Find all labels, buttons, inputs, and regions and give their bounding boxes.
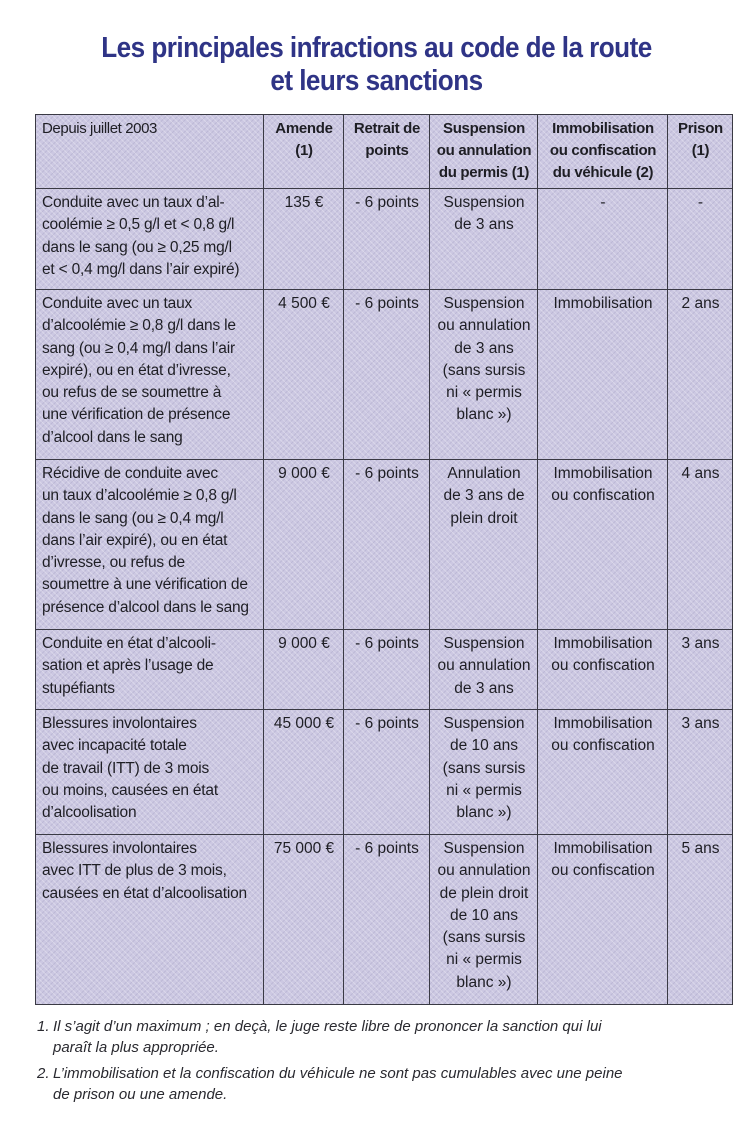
immobilisation-line: ou confiscation [551,862,655,880]
infraction-line: un taux d’alcoolémie ≥ 0,8 g/l [42,487,237,505]
header-line: du véhicule (2) [552,164,654,181]
table-header-row [36,115,733,189]
footnote-2 [37,1063,732,1105]
cell-prison: - [668,189,733,290]
footnote-number: 1. [37,1018,50,1035]
table-body [36,189,733,1005]
cell-infraction [36,630,264,710]
cell-amende: 4 500 € [264,290,344,460]
cell-immobilisation [538,460,668,630]
title-line-2: et leurs sanctions [270,65,483,97]
cell-immobilisation [538,710,668,835]
cell-prison: 3 ans [668,630,733,710]
cell-infraction [36,189,264,290]
cell-suspension [430,630,538,710]
table-row [36,460,733,630]
infraction-line: sang (ou ≥ 0,4 mg/l dans l’air [42,339,235,357]
suspension-line: ni « permis [446,951,522,969]
suspension-line: ou annulation [437,657,531,675]
footnote-line: paraît la plus appropriée. [53,1039,219,1056]
cell-amende: 9 000 € [264,630,344,710]
suspension-line: ni « permis [446,384,522,402]
footnote-number: 2. [37,1065,50,1082]
cell-suspension [430,460,538,630]
table-row [36,189,733,290]
suspension-line: Suspension [443,295,525,312]
cell-prison: 5 ans [668,835,733,1005]
infraction-line: causées en état d’alcoolisation [42,884,247,902]
cell-points: - 6 points [344,630,430,710]
infraction-line: ou refus de se soumettre à [42,384,222,402]
suspension-line: de 3 ans [454,216,514,234]
immobilisation-line: ou confiscation [551,737,655,755]
header-line: Prison [678,120,723,137]
suspension-line: de 10 ans [449,737,519,755]
infraction-line: avec incapacité totale [42,737,187,755]
immobilisation-line: ou confiscation [551,657,655,675]
cell-points: - 6 points [344,290,430,460]
cell-amende: 9 000 € [264,460,344,630]
header-line: (1) [691,142,710,159]
cell-points: - 6 points [344,460,430,630]
cell-prison: 3 ans [668,710,733,835]
cell-points: - 6 points [344,835,430,1005]
infraction-line: d’alcool dans le sang [42,428,183,446]
footnote-1 [37,1016,732,1058]
suspension-line: Suspension [443,840,525,857]
suspension-line: (sans sursis [442,361,526,379]
cell-immobilisation [538,290,668,460]
infraction-line: Récidive de conduite avec [42,465,218,482]
title-line-1: Les principales infractions au code de la route [101,32,652,64]
suspension-line: Suspension [443,635,525,652]
suspension-line: blanc ») [456,804,512,822]
suspension-line: de plein droit [439,884,529,902]
cell-infraction [36,710,264,835]
header-line: ou confiscation [549,142,657,159]
sanctions-table [35,114,733,1005]
cell-suspension [430,189,538,290]
suspension-line: ni « permis [446,781,522,799]
cell-suspension [430,835,538,1005]
suspension-line: (sans sursis [442,759,526,777]
suspension-line: ou annulation [437,862,531,880]
header-prison [668,115,733,189]
suspension-line: de 3 ans de [443,487,525,505]
suspension-line: Annulation [447,465,521,482]
cell-prison: 4 ans [668,460,733,630]
suspension-line: plein droit [450,509,518,527]
header-line: Retrait de [353,120,421,137]
cell-immobilisation [538,189,668,290]
cell-amende: 45 000 € [264,710,344,835]
footnote-text [53,1063,732,1105]
cell-points: - 6 points [344,189,430,290]
cell-points: - 6 points [344,710,430,835]
table-row [36,835,733,1005]
cell-amende: 135 € [264,189,344,290]
suspension-line: de 10 ans [449,906,519,924]
cell-infraction [36,290,264,460]
infraction-line: Conduite en état d’alcooli- [42,635,216,652]
table-row [36,710,733,835]
cell-immobilisation [538,835,668,1005]
header-depuis [36,115,264,189]
immobilisation-line: Immobilisation [553,465,653,482]
suspension-line: de 3 ans [454,679,514,697]
infraction-line: soumettre à une vérification de [42,576,248,594]
immobilisation-line: Immobilisation [553,840,653,857]
immobilisation-line: Immobilisation [553,715,653,732]
suspension-line: ou annulation [437,317,531,335]
footnote-line: L’immobilisation et la confiscation du véhicule ne sont pas cumulables avec une peine [53,1065,623,1082]
cell-amende: 75 000 € [264,835,344,1005]
suspension-line: Suspension [443,715,525,732]
infraction-line: une vérification de présence [42,406,231,424]
header-line: (1) [295,142,313,159]
infraction-line: d’alcoolémie ≥ 0,8 g/l dans le [42,317,236,335]
header-line: Depuis juillet 2003 [42,120,157,137]
suspension-line: blanc ») [456,973,512,991]
infraction-line: et < 0,4 mg/l dans l’air expiré) [42,260,240,278]
infraction-line: ou moins, causées en état [42,781,218,799]
header-line: du permis (1) [438,164,530,181]
infraction-line: Blessures involontaires [42,840,197,857]
immobilisation-line: ou confiscation [551,487,655,505]
infraction-line: stupéfiants [42,679,115,697]
cell-infraction [36,460,264,630]
immobilisation-line: Immobilisation [553,635,653,652]
footnote-line: Il s’agit d’un maximum ; en deçà, le juge reste libre de prononcer la sanction qui lui [53,1018,602,1035]
header-line: Amende [275,120,333,137]
cell-prison: 2 ans [668,290,733,460]
infraction-line: avec ITT de plus de 3 mois, [42,862,227,880]
header-suspension [430,115,538,189]
suspension-line: Suspension [443,194,525,211]
infraction-line: Conduite avec un taux [42,295,193,312]
infraction-line: dans le sang (ou ≥ 0,25 mg/l [42,238,232,256]
page-title [38,32,716,98]
infraction-line: dans le sang (ou ≥ 0,4 mg/l [42,509,224,527]
footnote-line: de prison ou une amende. [53,1086,228,1103]
infraction-line: de travail (ITT) de 3 mois [42,759,210,777]
cell-suspension [430,710,538,835]
suspension-line: de 3 ans [454,339,514,357]
infraction-line: dans l’air expiré), ou en état [42,531,228,549]
infraction-line: d’ivresse, ou refus de [42,554,185,572]
suspension-line: (sans sursis [442,929,526,947]
infraction-line: coolémie ≥ 0,5 g/l et < 0,8 g/l [42,216,235,234]
suspension-line: blanc ») [456,406,512,424]
infraction-line: Blessures involontaires [42,715,197,732]
table-row [36,290,733,460]
header-line: points [365,142,409,159]
cell-immobilisation [538,630,668,710]
cell-suspension [430,290,538,460]
table-row [36,630,733,710]
infraction-line: Conduite avec un taux d’al- [42,194,225,211]
cell-infraction [36,835,264,1005]
infraction-line: présence d’alcool dans le sang [42,598,249,616]
header-line: ou annulation [436,142,532,159]
immobilisation-line: Immobilisation [553,295,653,312]
infraction-line: expiré), ou en état d’ivresse, [42,361,231,379]
footnote-text [53,1016,732,1058]
header-line: Immobilisation [552,120,654,137]
header-amende [264,115,344,189]
header-immobilisation [538,115,668,189]
infraction-line: d’alcoolisation [42,804,137,822]
header-line: Suspension [442,120,525,137]
immobilisation-line: - [600,194,606,211]
infraction-line: sation et après l’usage de [42,657,214,675]
header-retrait-points [344,115,430,189]
